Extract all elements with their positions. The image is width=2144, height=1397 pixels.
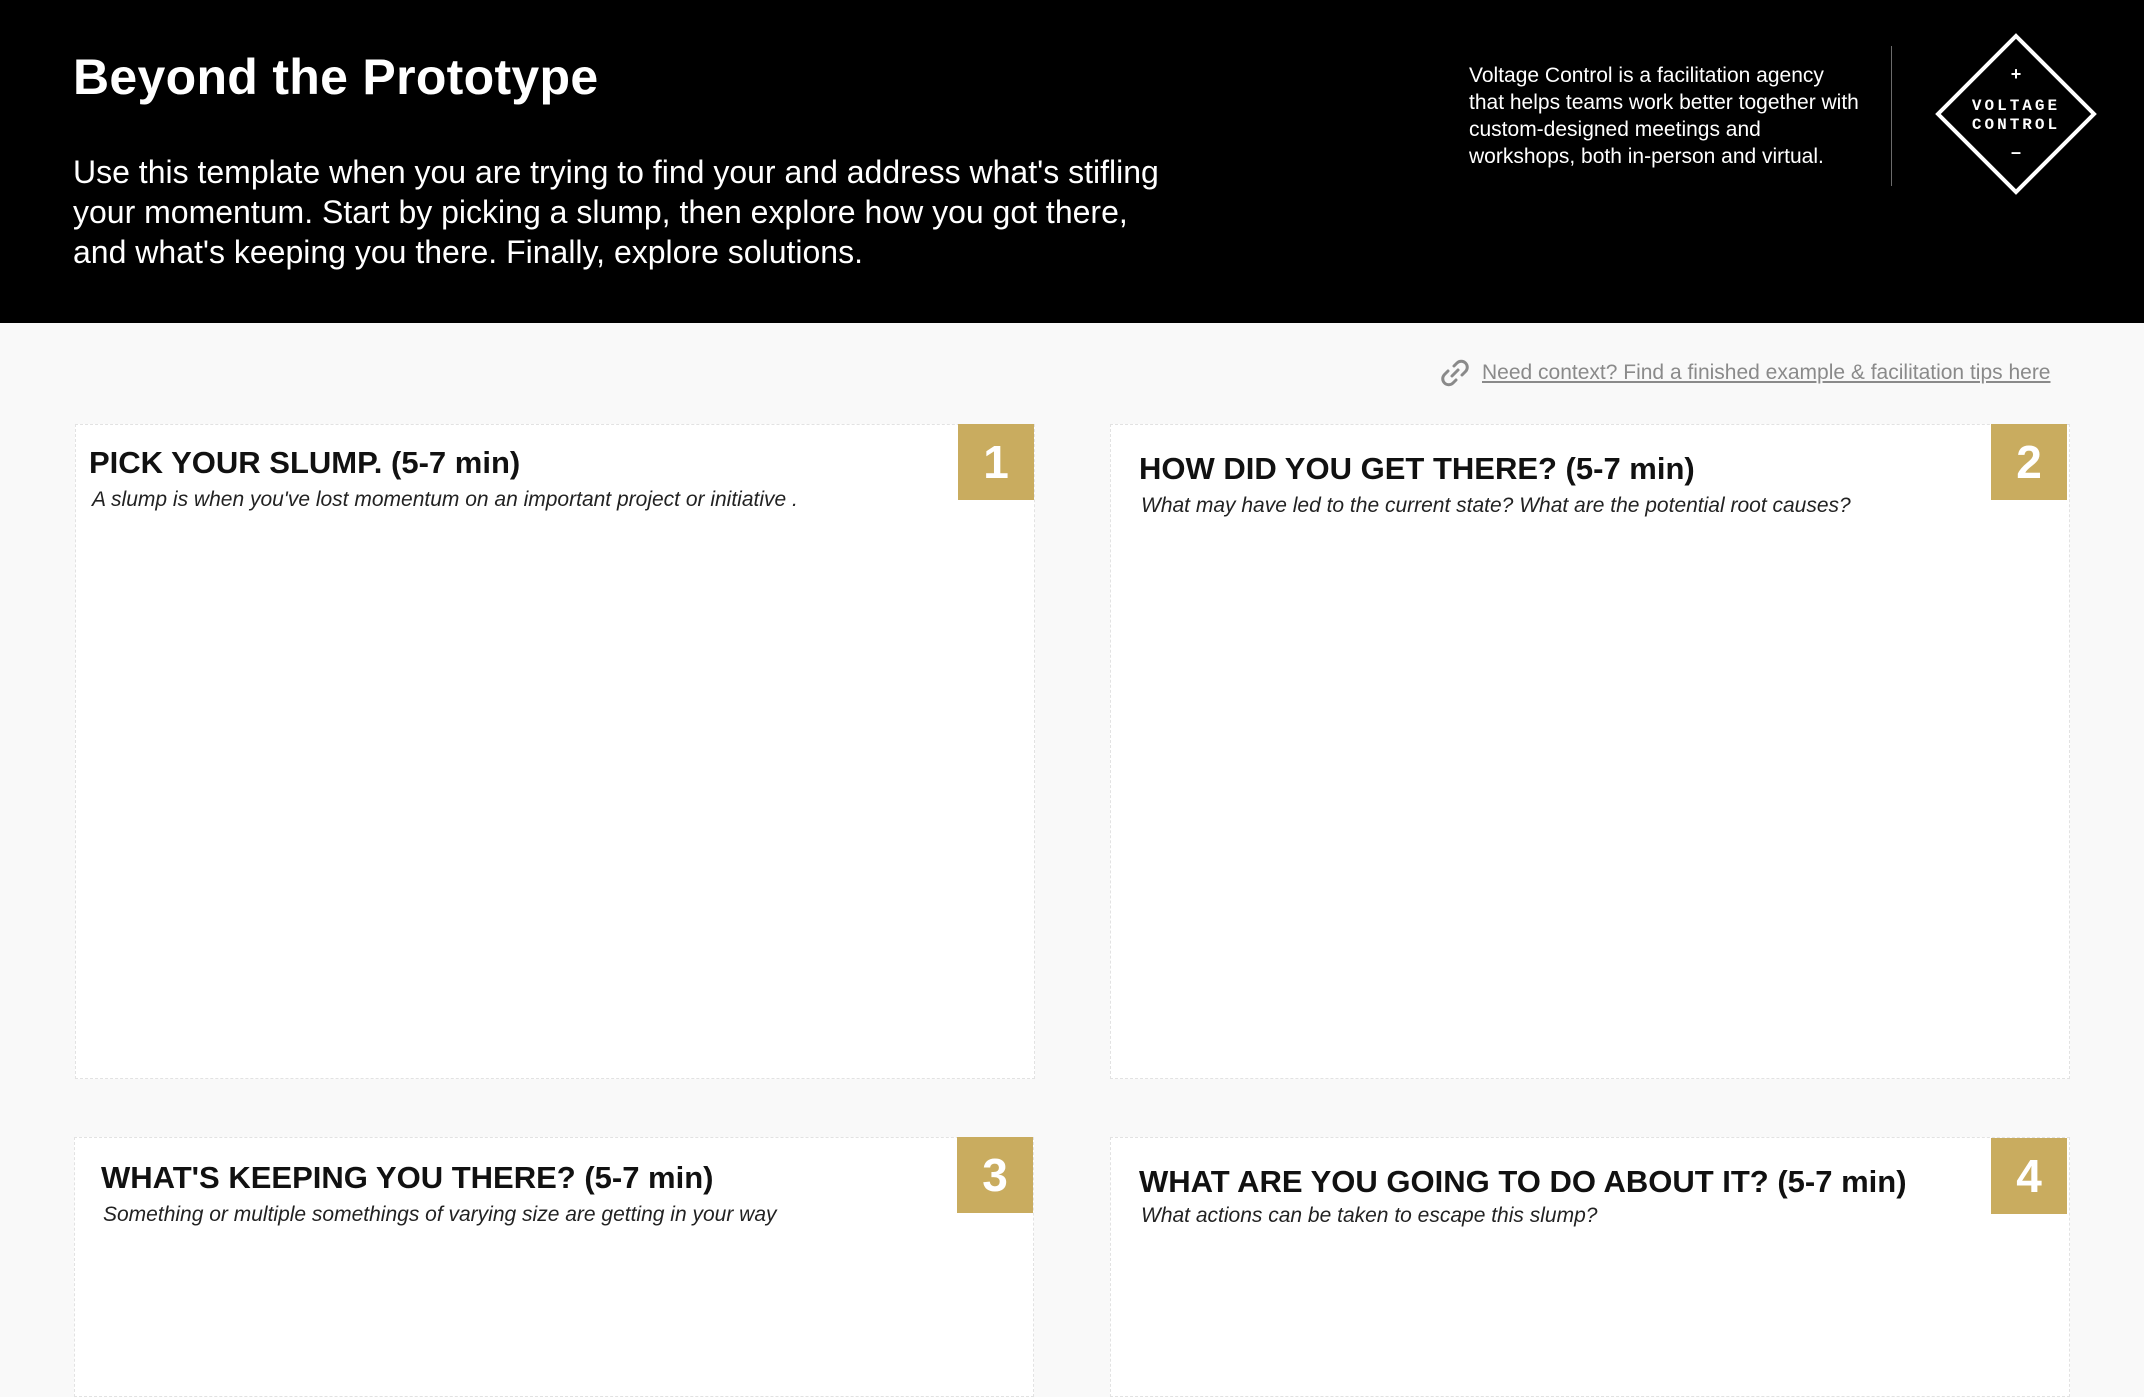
voltage-control-logo[interactable] (1934, 32, 2098, 196)
panel-number-badge-3: 3 (957, 1137, 1033, 1213)
panel-pick-your-slump[interactable] (75, 424, 1035, 1079)
agency-blurb[interactable]: Voltage Control is a facilitation agency that helps teams work better together with custom-designed meetings and workshops, both in-person and virtual. (1469, 64, 1859, 168)
panel-title[interactable]: PICK YOUR SLUMP. (5-7 min) (89, 445, 521, 480)
header-divider (1891, 46, 1892, 186)
panel-number-badge-4: 4 (1991, 1138, 2067, 1214)
panel-title[interactable]: WHAT ARE YOU GOING TO DO ABOUT IT? (5-7 min) (1139, 1164, 1907, 1199)
logo-line2: CONTROL (1971, 116, 2061, 134)
panel-whats-keeping-you-there[interactable] (74, 1137, 1034, 1397)
template-header (0, 0, 2144, 323)
panel-subtitle[interactable]: Something or multiple somethings of varying size are getting in your way (103, 1203, 777, 1226)
template-title[interactable]: Beyond the Prototype (73, 49, 599, 105)
link-icon (1438, 356, 1472, 390)
logo-line1: VOLTAGE (1971, 97, 2061, 115)
panel-subtitle[interactable]: What actions can be taken to escape this slump? (1141, 1204, 1598, 1227)
logo-plus: + (2010, 64, 2022, 84)
context-link[interactable] (1438, 356, 2051, 390)
context-link-label[interactable]: Need context? Find a finished example & facilitation tips here (1482, 361, 2051, 384)
panel-title[interactable]: WHAT'S KEEPING YOU THERE? (5-7 min) (101, 1160, 714, 1195)
panel-number-badge-1: 1 (958, 424, 1034, 500)
logo-minus: – (2010, 142, 2022, 162)
panel-how-did-you-get-there[interactable] (1110, 424, 2070, 1079)
panel-number-badge-2: 2 (1991, 424, 2067, 500)
panel-subtitle[interactable]: A slump is when you've lost momentum on an important project or initiative . (92, 488, 798, 511)
panel-subtitle[interactable]: What may have led to the current state? What are the potential root causes? (1141, 494, 1851, 517)
panel-what-are-you-going-to-do[interactable] (1110, 1137, 2070, 1397)
panel-title[interactable]: HOW DID YOU GET THERE? (5-7 min) (1139, 451, 1695, 486)
template-description[interactable]: Use this template when you are trying to find your and address what's stifling your momentum. Start by picking a slump, then explore how you got there, and what's keeping you there. Finally, explore solutions. (73, 154, 1159, 270)
